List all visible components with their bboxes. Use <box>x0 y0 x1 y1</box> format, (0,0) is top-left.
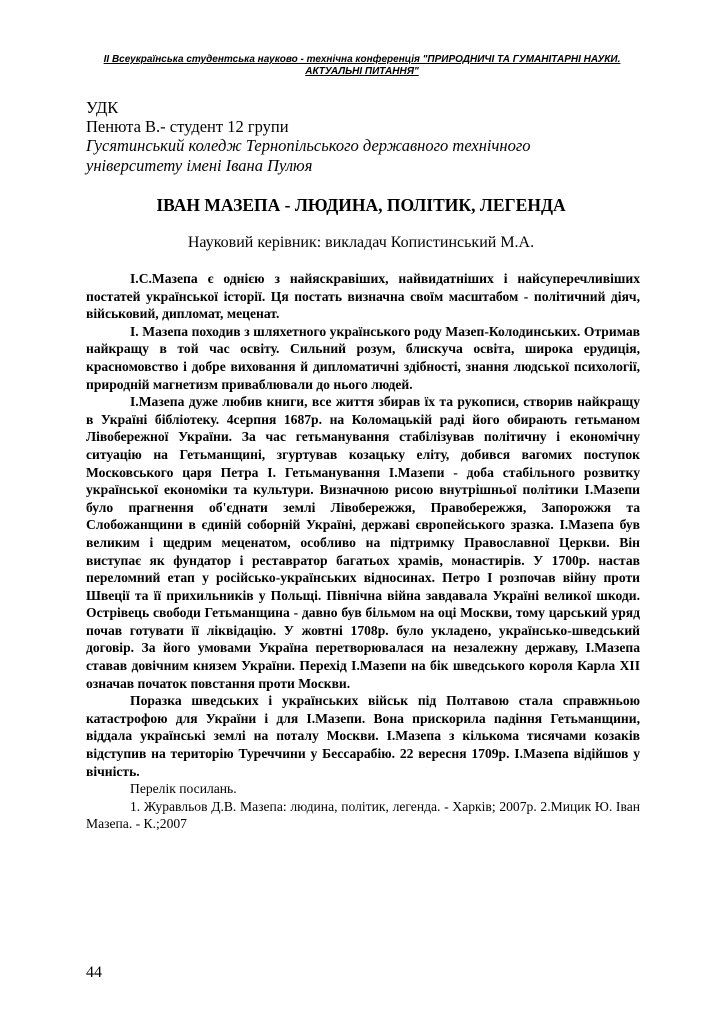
references-list: 1. Журавльов Д.В. Мазепа: людина, політик, легенда. - Харків; 2007р. 2.Мицик Ю. Іван Мазепа. - К.;2007 <box>86 798 640 832</box>
supervisor-line: Науковий керівник: викладач Копистинський М.А. <box>187 234 535 251</box>
affiliation-line-1: Гусятинський коледж Тернопільського державного технічного <box>86 136 531 155</box>
article-body <box>86 270 640 833</box>
affiliation-line-2: університету імені Івана Пулюя <box>86 156 313 175</box>
conference-header-line-1: II Всеукраїнська студентська науково - технічна конференція "ПРИРОДНИЧІ ТА ГУМАНІТАРНІ НАУКИ. <box>103 54 621 65</box>
conference-header <box>40 54 684 78</box>
paragraph: І. Мазепа походив з шляхетного українського роду Мазеп-Колодинських. Отримав найкращу в той час освіту. Сильний розум, блискуча освіта, широка ерудиція, красномовство і добре виховання й дипломатичні здібності, знання людської психології, природній магнетизм приваблювали до нього людей. <box>86 323 640 392</box>
author-line: Пенюта В.- студент 12 групи <box>86 117 289 136</box>
article-title: ІВАН МАЗЕПА - ЛЮДИНА, ПОЛІТИК, ЛЕГЕНДА <box>156 195 566 215</box>
paragraph: І.С.Мазепа є однією з найяскравіших, найвидатніших і найсуперечливіших постатей української історії. Ця постать визначна своїм масштабом - політичний діяч, військовий, дипломат, меценат. <box>86 271 640 322</box>
conference-header-line-2: АКТУАЛЬНІ ПИТАННЯ" <box>305 66 419 77</box>
affiliation <box>86 136 646 176</box>
paragraph: Поразка шведських і українських військ під Полтавою стала справжньою катастрофою для України і для І.Мазепи. Вона прискорила падіння Гетьманщини, віддала українські землі на поталу Москви. І.Мазепа з кількома тисячами козаків відступив на територію Туреччини у Бессарабію. 22 вересня 1709р. І.Мазепа відійшов у вічність. <box>86 693 640 779</box>
references-heading: Перелік посилань. <box>130 781 237 797</box>
paragraph: І.Мазепа дуже любив книги, все життя збирав їх та рукописи, створив найкращу в Україні бібліотеку. 4серпня 1687р. на Коломацькій раді його обирають гетьманом Лівобережної України. За час гетьманування стабілізував політичну і економічну ситуацію на Гетьманщині, згуртував козацьку еліту, добився вагомих поступок Московського царя Петра І. Гетьманування І.Мазепи - доба стабільного розвитку української економіки та культури. Визначною рисою внутрішньої політики І.Мазепи було прагнення об'єднати землі Лівобережжя, Правобережжя, Запорожжя та Слобожанщини в єдиній соборній Україні, державі європейського зразка. І.Мазепа був великим і щедрим меценатом, особливо на підтримку Православної Церкви. Він виступає як фундатор і реставратор багатьох храмів, монастирів. У 1700р. настав переломний етап у російсько-українських відносинах. Петро І розпочав війну проти Швеції та її прихильників у Польщі. Північна війна завдавала Україні великої шкоди. Острівець свободи Гетьманщина - давно був більмом на оці Москви, тому царський уряд почав готувати її ліквідацію. У жовтні 1708р. було укладено, українсько-шведський договір. За його умовами Україна перетворювалася на незалежну державу, І.Мазепа ставав довічним князем України. Перехід І.Мазепи на бік шведського короля Карла XII означав початок повстання проти Москви. <box>86 394 640 691</box>
page-number: 44 <box>86 964 102 981</box>
udk-label: УДК <box>86 98 119 117</box>
